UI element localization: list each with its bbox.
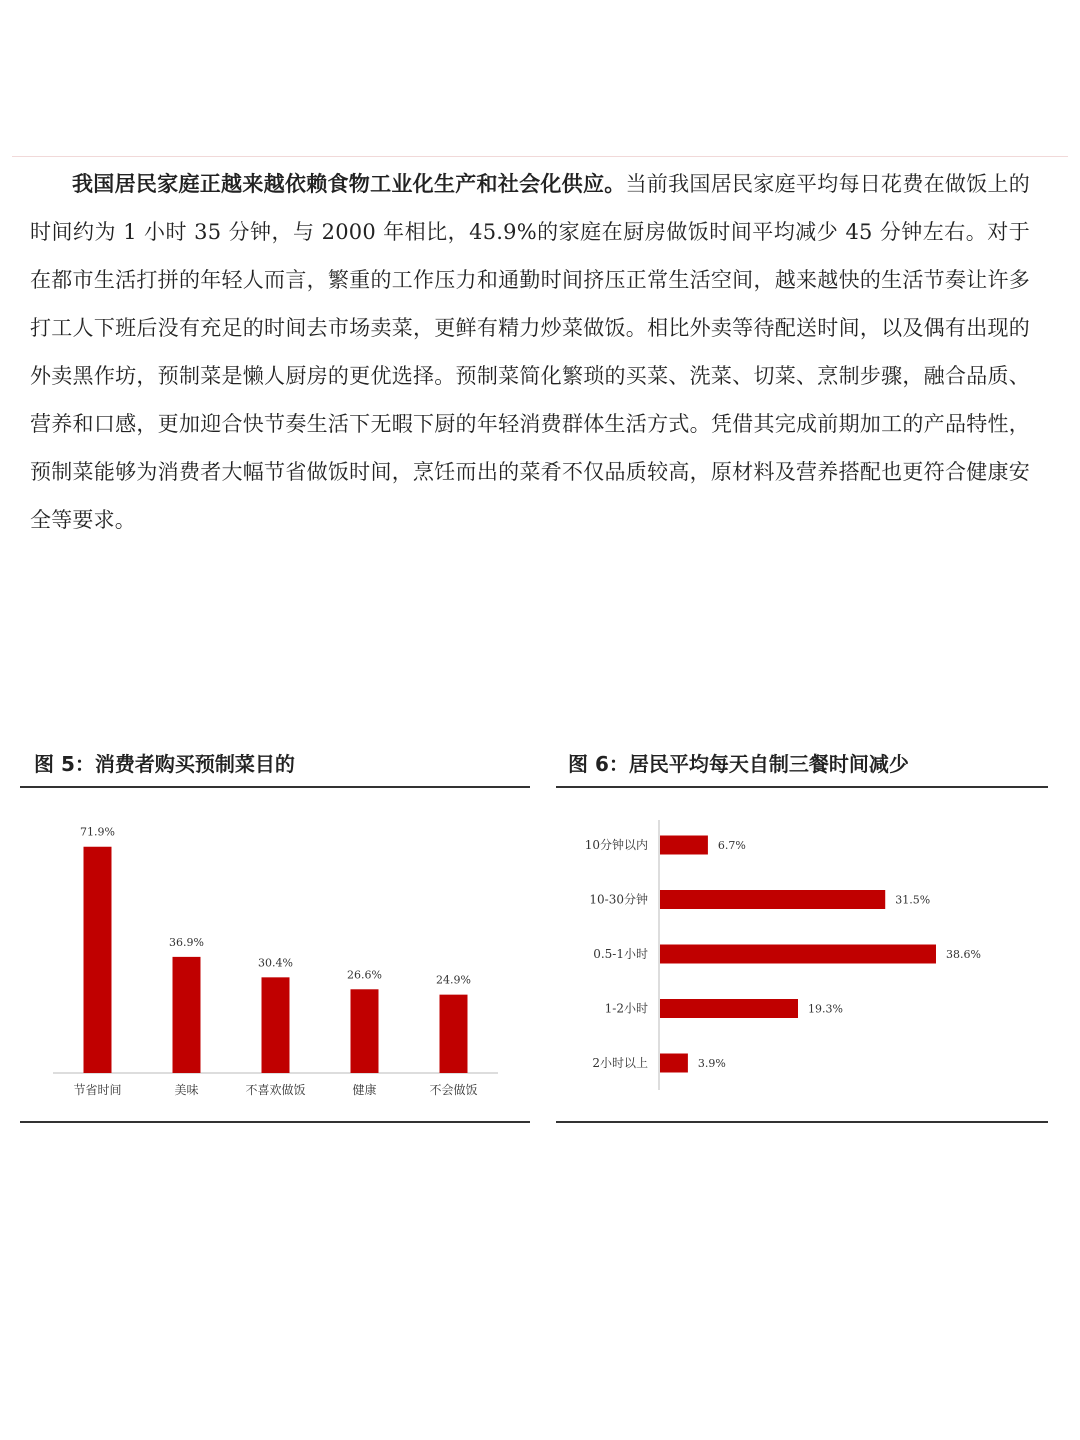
data-label-1: 71.9% (80, 825, 115, 839)
data-label-3: 38.6% (945, 948, 981, 961)
fig6-bottom-rule (556, 1121, 1048, 1123)
bar-1 (660, 836, 708, 855)
tick-label-2: 10-30分钟 (589, 892, 648, 907)
tick-label-3: 0.5-1小时 (593, 947, 648, 961)
paragraph-lead: 我国居民家庭正越来越依赖食物工业化生产和社会化供应。 (72, 172, 626, 196)
fig6-title: 图 6：居民平均每天自制三餐时间减少 (568, 752, 909, 776)
tick-label-4: 健康 (352, 1083, 377, 1097)
fig6-chart (556, 790, 1056, 1120)
fig5-chart (20, 790, 540, 1120)
data-label-2: 31.5% (895, 893, 931, 907)
body-paragraph (30, 160, 1030, 544)
data-label-5: 3.9% (697, 1057, 726, 1070)
data-label-3: 30.4% (258, 956, 293, 970)
data-label-5: 24.9% (436, 973, 471, 987)
bar-1 (84, 847, 112, 1073)
fig6-top-rule (556, 786, 1048, 788)
bar-5 (660, 1054, 688, 1073)
top-divider (12, 156, 1068, 157)
bar-2 (173, 957, 201, 1073)
tick-label-3: 不喜欢做饭 (245, 1083, 306, 1097)
fig5-top-rule (20, 786, 530, 788)
tick-label-5: 不会做饭 (429, 1083, 478, 1097)
bar-3 (262, 977, 290, 1073)
paragraph-body: 当前我国居民家庭平均每日花费在做饭上的时间约为 1 小时 35 分钟，与 2000 年相比，45.9%的家庭在厨房做饭时间平均减少 45 分钟左右。对于在都市生活打拼的年轻人而言，繁重的工作压力和通勤时间挤压正常生活空间，越来越快的生活节奏让许多打工人下班后没有充足的时间去市场卖菜，更鲜有精力炒菜做饭。相比外卖等待配送时间，以及偶有出现的外卖黑作坊，预制菜是懒人厨房的更优选择。预制菜简化繁琐的买菜、洗菜、切菜、烹制步骤，融合品质、营养和口感，更加迎合快节奏生活下无暇下厨的年轻消费群体生活方式。凭借其完成前期加工的产品特性，预制菜能够为消费者大幅节省做饭时间，烹饪而出的菜肴不仅品质较高，原材料及营养搭配也更符合健康安全等要求。 (30, 172, 1030, 532)
tick-label-5: 2小时以上 (592, 1056, 648, 1070)
data-label-1: 6.7% (717, 839, 746, 852)
fig5-title: 图 5：消费者购买预制菜目的 (34, 752, 295, 776)
tick-label-2: 美味 (174, 1083, 199, 1097)
data-label-4: 19.3% (807, 1002, 843, 1016)
data-label-4: 26.6% (347, 968, 382, 982)
fig5-bottom-rule (20, 1121, 530, 1123)
tick-label-4: 1-2小时 (604, 1001, 648, 1016)
tick-label-1: 10分钟以内 (584, 838, 648, 852)
bar-5 (440, 995, 468, 1073)
tick-label-1: 节省时间 (73, 1083, 122, 1097)
bar-3 (660, 945, 936, 964)
bar-2 (660, 890, 885, 909)
bar-4 (660, 999, 798, 1018)
data-label-2: 36.9% (169, 935, 204, 949)
bar-4 (351, 989, 379, 1073)
